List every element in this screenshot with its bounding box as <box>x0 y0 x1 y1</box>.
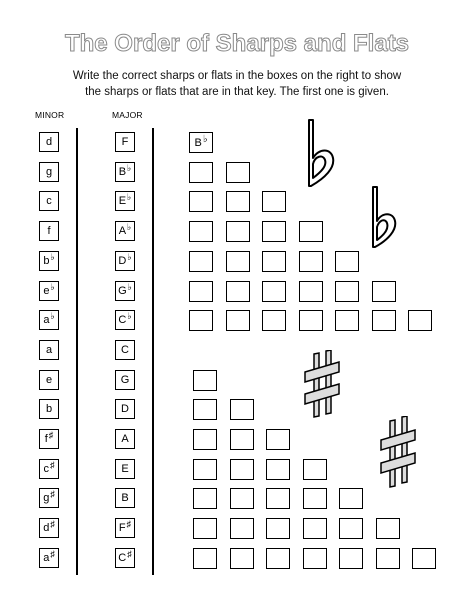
major-key-box <box>115 488 135 508</box>
answer-box[interactable] <box>226 162 250 183</box>
minor-key-box <box>39 310 59 330</box>
major-accidental: ♭ <box>127 251 132 262</box>
answer-box[interactable] <box>230 399 254 420</box>
major-key-box <box>115 340 135 360</box>
given-answer-accidental: ♭ <box>202 134 208 145</box>
answer-box[interactable] <box>193 399 217 420</box>
answer-box[interactable] <box>230 459 254 480</box>
answer-box[interactable] <box>266 459 290 480</box>
answer-box[interactable] <box>339 488 363 509</box>
flat-symbol-icon <box>303 118 339 190</box>
major-accidental: ♯ <box>126 519 132 529</box>
answer-box[interactable] <box>266 488 290 509</box>
answer-box[interactable] <box>339 548 363 569</box>
major-key-box <box>115 281 135 301</box>
major-accidental: ♭ <box>127 221 132 232</box>
answer-box[interactable] <box>376 518 400 539</box>
minor-key-box <box>39 132 59 152</box>
minor-accidental: ♯ <box>50 549 55 559</box>
minor-key-label: c <box>43 463 49 475</box>
answer-box[interactable] <box>376 548 400 569</box>
minor-key-label: f <box>44 433 48 445</box>
answer-box[interactable] <box>230 518 254 539</box>
major-key-label: A <box>118 225 127 237</box>
major-key-box <box>115 548 135 568</box>
answer-box[interactable] <box>230 429 254 450</box>
given-answer-note: B <box>194 136 202 149</box>
major-key-label: D <box>121 403 129 415</box>
answer-box[interactable] <box>226 281 250 302</box>
answer-box[interactable] <box>193 548 217 569</box>
minor-key-label: e <box>43 285 50 297</box>
minor-key-label: a <box>45 344 53 356</box>
minor-key-box <box>39 429 59 449</box>
minor-key-box <box>39 518 59 538</box>
answer-box[interactable] <box>335 251 359 272</box>
major-key-box <box>115 191 135 211</box>
minor-key-box <box>39 548 59 568</box>
answer-box[interactable] <box>303 548 327 569</box>
answer-box[interactable] <box>226 221 250 242</box>
minor-key-box <box>39 459 59 479</box>
minor-accidental: ♯ <box>50 489 55 499</box>
major-accidental: ♭ <box>127 310 132 321</box>
minor-accidental: ♯ <box>50 460 55 470</box>
minor-key-box <box>39 191 59 211</box>
answer-box[interactable] <box>299 310 323 331</box>
answer-box[interactable] <box>303 518 327 539</box>
answer-box[interactable] <box>189 162 213 183</box>
major-key-box <box>115 251 135 271</box>
major-key-box <box>115 429 135 449</box>
minor-key-box <box>39 281 59 301</box>
minor-accidental: ♭ <box>50 310 55 321</box>
answer-box[interactable] <box>335 281 359 302</box>
major-key-label: D <box>118 255 127 267</box>
answer-box[interactable] <box>372 310 396 331</box>
answer-box[interactable] <box>193 370 217 391</box>
minor-key-label: b <box>43 255 50 267</box>
minor-key-label: c <box>46 195 52 207</box>
major-accidental: ♯ <box>127 549 132 559</box>
major-key-label: G <box>118 285 127 297</box>
major-key-box <box>115 399 135 419</box>
answer-box[interactable] <box>266 548 290 569</box>
answer-box[interactable] <box>299 281 323 302</box>
minor-key-box <box>39 251 59 271</box>
answer-box[interactable] <box>335 310 359 331</box>
major-key-label: C <box>118 552 127 564</box>
major-key-box <box>115 518 135 538</box>
major-key-box <box>115 310 135 330</box>
answer-box[interactable] <box>189 251 213 272</box>
major-key-label: C <box>118 314 127 326</box>
minor-key-label: d <box>45 136 53 148</box>
instructions-line-2: the sharps or flats that are in that key. The first one is given. <box>85 86 389 98</box>
flat-symbol-icon <box>368 185 400 251</box>
minor-accidental: ♭ <box>50 281 55 292</box>
answer-box[interactable] <box>262 191 286 212</box>
answer-box[interactable] <box>193 518 217 539</box>
answer-box[interactable] <box>189 281 213 302</box>
answer-box[interactable] <box>408 310 432 331</box>
answer-box[interactable] <box>262 281 286 302</box>
minor-accidental: ♯ <box>48 430 54 440</box>
answer-box[interactable] <box>339 518 363 539</box>
answer-box[interactable] <box>372 281 396 302</box>
minor-key-box <box>39 399 59 419</box>
answer-box[interactable] <box>299 251 323 272</box>
major-accidental: ♭ <box>127 191 132 202</box>
major-key-label: G <box>120 374 130 386</box>
answer-box[interactable] <box>299 221 323 242</box>
minor-key-box <box>39 370 59 390</box>
answer-box[interactable] <box>189 132 213 153</box>
major-key-label: B <box>121 492 129 504</box>
major-key-box <box>115 221 135 241</box>
major-key-label: E <box>118 195 127 207</box>
minor-key-label: g <box>45 166 53 178</box>
major-key-label: F <box>121 136 129 148</box>
answer-box[interactable] <box>230 548 254 569</box>
answer-box[interactable] <box>193 488 217 509</box>
major-key-box <box>115 162 135 182</box>
minor-key-label: f <box>47 225 51 237</box>
answer-box[interactable] <box>189 310 213 331</box>
minor-key-label: a <box>43 552 50 564</box>
major-key-label: E <box>121 463 129 475</box>
minor-key-box <box>39 221 59 241</box>
answer-box[interactable] <box>303 488 327 509</box>
major-accidental: ♭ <box>127 281 132 292</box>
major-key-label: F <box>118 522 126 534</box>
answer-box[interactable] <box>230 488 254 509</box>
minor-accidental: ♯ <box>50 519 55 529</box>
answer-box[interactable] <box>193 459 217 480</box>
column-divider-2 <box>152 128 154 575</box>
answer-box[interactable] <box>189 221 213 242</box>
minor-key-box <box>39 340 59 360</box>
major-column-header: MAJOR <box>112 110 143 120</box>
major-key-box <box>115 459 135 479</box>
major-key-label: C <box>121 344 129 356</box>
major-accidental: ♭ <box>127 162 132 173</box>
answer-box[interactable] <box>262 310 286 331</box>
answer-box[interactable] <box>262 221 286 242</box>
minor-key-box <box>39 488 59 508</box>
answer-box[interactable] <box>266 429 290 450</box>
major-key-label: B <box>118 166 127 178</box>
instructions-line-1: Write the correct sharps or flats in the boxes on the right to show <box>72 70 402 82</box>
minor-key-label: d <box>43 522 50 534</box>
minor-key-box <box>39 162 59 182</box>
instructions <box>40 68 434 100</box>
column-divider-1 <box>76 128 78 575</box>
page-title: The Order of Sharps and Flats <box>64 30 410 57</box>
minor-key-label: b <box>45 403 53 415</box>
answer-box[interactable] <box>189 191 213 212</box>
answer-box[interactable] <box>226 310 250 331</box>
minor-accidental: ♭ <box>50 251 55 262</box>
answer-box[interactable] <box>266 518 290 539</box>
answer-box[interactable] <box>412 548 436 569</box>
minor-column-header: MINOR <box>35 110 65 120</box>
minor-key-label: a <box>43 314 50 326</box>
answer-box[interactable] <box>262 251 286 272</box>
answer-box[interactable] <box>303 459 327 480</box>
sharp-symbol-icon <box>378 416 418 488</box>
major-key-box <box>115 370 135 390</box>
major-key-box <box>115 132 135 152</box>
minor-key-label: e <box>45 374 53 386</box>
answer-box[interactable] <box>193 429 217 450</box>
sharp-symbol-icon <box>302 350 342 418</box>
answer-box[interactable] <box>226 191 250 212</box>
minor-key-label: g <box>43 492 50 504</box>
major-key-label: A <box>121 433 129 445</box>
answer-box[interactable] <box>226 251 250 272</box>
